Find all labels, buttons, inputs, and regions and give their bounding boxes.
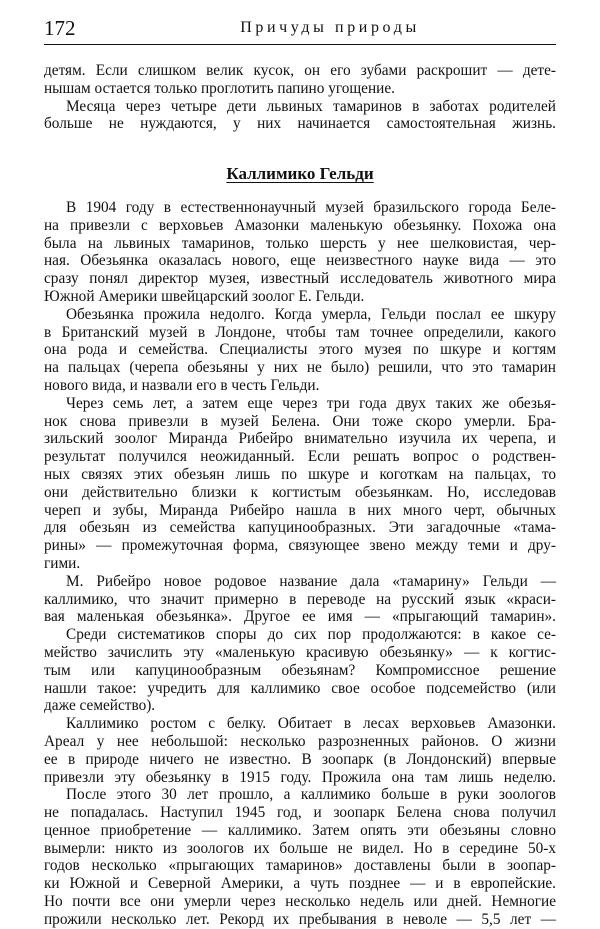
text-line: ная. Обезьянка оказалась нового, еще неизвестного науке вида — это [44, 252, 556, 270]
text-line: нок снова привезли в музей Белена. Они тоже скоро умерли. Бра- [44, 412, 556, 430]
text-line: не попадалась. Наступил 1945 год, и зоопарк Белена снова получил [44, 804, 556, 822]
text-line: нового вида, и назвали его в честь Гельди. [44, 376, 320, 394]
text-line: тым или капуцинообразным обезьянам? Компромиссное решение [44, 661, 556, 679]
text-line: После этого 30 лет прошло, а каллимико больше в руки зоологов [66, 786, 556, 804]
text-line: сразу понял директор музея, известный исследователь животного мира [44, 270, 556, 288]
text-line: результат получился неожиданный. Если решать вопрос о родствен- [44, 448, 556, 466]
article-body [44, 199, 556, 929]
running-head [44, 14, 556, 44]
text-line: нашли такое: учредить для каллимико свое особое подсемейство (или [44, 679, 556, 697]
text-line: даже семейство). [44, 697, 156, 715]
text-line: ки Южной и Северной Америки, а чуть позднее — и в европейские. [44, 875, 556, 893]
text-line: вымерли: никто из зоологов их больше не видел. Но в середине 50-х [44, 839, 556, 857]
text-line: они действительно близки к когтистым обезьянкам. Но, исследовав [44, 483, 556, 501]
text-line: В 1904 году в естественнонаучный музей бразильского города Беле- [66, 199, 556, 216]
text-line: детям. Если слишком велик кусок, он его зубами раскрошит — дете- [44, 62, 556, 79]
header-rule [44, 44, 556, 45]
text-line: нышам остается только проглотить папино угощение. [44, 79, 395, 97]
text-line: ценное приобретение — каллимико. Затем опять эти обезьяны словно [44, 821, 556, 839]
text-line: Месяца через четыре дети львиных тамаринов в заботах родителей [66, 97, 556, 115]
text-line: Но почти все они умерли через несколько недель или дней. Немногие [44, 893, 556, 911]
text-line: Ареал у нее небольшой: несколько разрозненных районов. О жизни [44, 732, 556, 750]
text-line: она рода и семейства. Специалисты этого музея по шкуре и когтям [44, 341, 556, 359]
text-line: прожили несколько лет. Рекорд их пребывания в неволе — 5,5 лет — [44, 910, 556, 928]
text-line: для обезьян из семейства капуцинообразных. Эти загадочные «тама- [44, 519, 556, 537]
text-line: Южной Америки швейцарский зоолог Е. Гельди. [44, 287, 365, 305]
text-line: гими. [44, 554, 81, 572]
text-line: Среди систематиков споры до сих пор продолжаются: в какое се- [66, 626, 556, 644]
text-line: была на львиных тамаринов, только шерсть у нее шелковистая, чер- [44, 234, 556, 252]
text-line: рины» — промежуточная форма, связующее звено между теми и дру- [44, 537, 556, 555]
text-line: зильский зоолог Миранда Рибейро внимательно изучила их черепа, и [44, 430, 556, 448]
intro-text [44, 62, 556, 133]
section-title [44, 163, 556, 185]
text-line: годов несколько «прыгающих тамаринов» доставлены были в зоопар- [44, 857, 556, 875]
text-line: Через семь лет, а затем еще через три года двух таких же обезья- [66, 394, 556, 412]
running-title: Причуды природы [240, 19, 420, 36]
text-line: вая маленькая обезьянка». Другое ее имя — «прыгающий тамарин». [44, 608, 556, 626]
text-line: каллимико, что значит примерно в переводе на русский язык «краси- [44, 590, 556, 608]
text-line: ных связях этих обезьян лишь по шкуре и коготкам на пальцах, то [44, 465, 556, 483]
text-line: Обезьянка прожила недолго. Когда умерла, Гельди послал ее шкуру [66, 305, 556, 323]
text-line: мейство зачислить эту «маленькую красивую обезьянку» — к когтис- [44, 643, 556, 661]
page-number: 172 [44, 16, 76, 40]
text-line: на привезли с верховьев Амазонки маленькую обезьянку. Похожа она [44, 216, 556, 234]
text-line: Каллимико ростом с белку. Обитает в лесах верховьев Амазонки. [66, 715, 556, 733]
text-line: череп и зубы, Миранда Рибейро нашла в них много черт, обычных [44, 501, 556, 519]
text-line: в Британский музей в Лондоне, чтобы там точнее определили, какого [44, 323, 556, 341]
text-line: М. Рибейро новое родовое название дала «тамарину» Гельди — [66, 572, 556, 590]
section-title-text: Каллимико Гельди [226, 164, 374, 183]
text-line: больше не нуждаются, у них начинается самостоятельная жизнь. [44, 115, 556, 133]
text-line: привезли эту обезьянку в 1915 году. Прожила она там лишь неделю. [44, 768, 556, 786]
text-line: ее в природе ничего не известно. В зоопарк (в Лондонский) впервые [44, 750, 556, 768]
text-line: на пальцах (черепа обезьяны у них не было) решили, что это тамарин [44, 359, 556, 377]
